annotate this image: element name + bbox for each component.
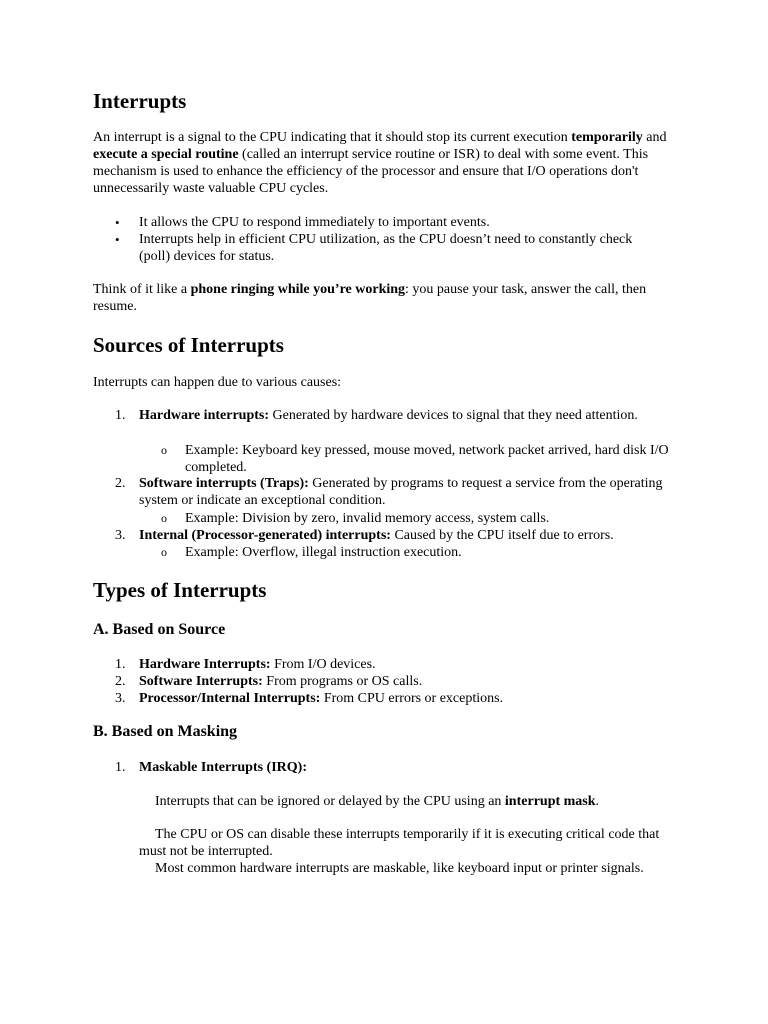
list-item-software-interrupts: Software interrupts (Traps): Generated by programs to request a service from the operating system or indicate an exceptional condition.: [139, 476, 663, 508]
list-item-hardware: Hardware Interrupts: From I/O devices.: [139, 657, 376, 672]
list-number: 1.: [115, 760, 126, 775]
bold-interrupt-mask: interrupt mask: [504, 794, 596, 809]
sub-marker: o: [161, 545, 167, 559]
list-item-software: Software Interrupts: From programs or OS calls.: [139, 674, 423, 689]
heading-interrupts: Interrupts: [93, 89, 187, 113]
bold-temporarily: temporarily: [571, 130, 643, 145]
subheading-based-on-source: A. Based on Source: [93, 621, 226, 638]
sub-item-example: Example: Keyboard key pressed, mouse moved, network packet arrived, hard disk I/O completed.: [185, 443, 669, 475]
list-number: 3.: [115, 528, 126, 543]
list-number: 2.: [115, 674, 126, 689]
bullet-marker: •: [115, 232, 120, 247]
analogy-paragraph: Think of it like a phone ringing while you’re working: you pause your task, answer the call, then resume.: [93, 282, 647, 314]
bullet-item: It allows the CPU to respond immediately to important events.: [139, 215, 490, 230]
heading-types-of-interrupts: Types of Interrupts: [93, 578, 267, 602]
list-item-processor-internal: Processor/Internal Interrupts: From CPU errors or exceptions.: [139, 691, 504, 706]
list-item-maskable-interrupts: Maskable Interrupts (IRQ):: [139, 760, 307, 775]
heading-sources-of-interrupts: Sources of Interrupts: [93, 333, 284, 357]
subheading-based-on-masking: B. Based on Masking: [93, 723, 238, 740]
bullet-item: Interrupts help in efficient CPU utilization, as the CPU doesn’t need to constantly check (poll) devices for status.: [139, 232, 633, 264]
sub-item-example: Example: Division by zero, invalid memory access, system calls.: [185, 511, 550, 526]
maskable-description: Interrupts that can be ignored or delayed by the CPU using an interrupt mask.: [155, 794, 600, 809]
list-number: 3.: [115, 691, 126, 706]
list-item-internal-interrupts: Internal (Processor-generated) interrupts: Caused by the CPU itself due to errors.: [139, 528, 614, 543]
bold-execute-special-routine: execute a special routine: [93, 147, 239, 162]
list-item-hardware-interrupts: Hardware interrupts: Generated by hardware devices to signal that they need attention.: [139, 408, 638, 423]
list-number: 1.: [115, 408, 126, 423]
sub-item-example: Example: Overflow, illegal instruction execution.: [185, 545, 462, 560]
list-number: 1.: [115, 657, 126, 672]
bullet-marker: •: [115, 215, 120, 230]
maskable-detail-2: Most common hardware interrupts are maskable, like keyboard input or printer signals.: [155, 861, 644, 876]
sub-marker: o: [161, 511, 167, 525]
maskable-detail-1: The CPU or OS can disable these interrupts temporarily if it is executing critical code that must not be interrupted.: [139, 827, 660, 859]
list-number: 2.: [115, 476, 126, 491]
intro-paragraph: An interrupt is a signal to the CPU indicating that it should stop its current execution temporarily and execute a special routine (called an interrupt service routine or ISR) to deal with some event. This mechanism is used to enhance the efficiency of the processor and ensure that I/O operations don't unnecessarily waste valuable CPU cycles.: [93, 130, 667, 196]
sub-marker: o: [161, 443, 167, 457]
sources-intro: Interrupts can happen due to various causes:: [93, 375, 342, 390]
bold-phone-ringing: phone ringing while you’re working: [190, 282, 406, 297]
